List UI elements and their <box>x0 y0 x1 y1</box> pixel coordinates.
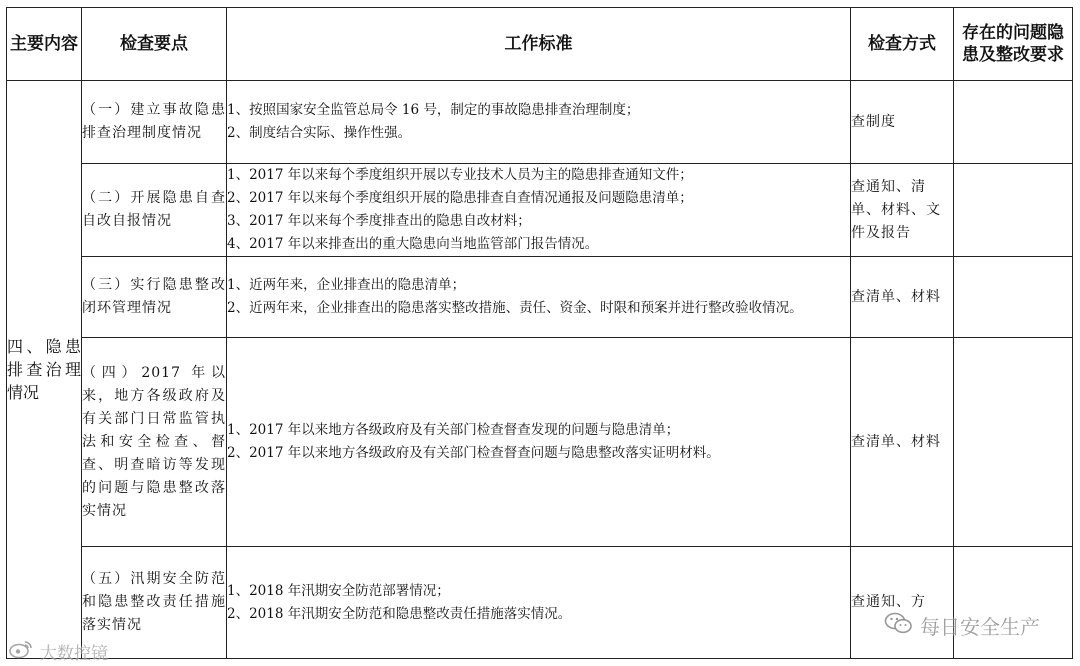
standard-item: 2、2017 年以来每个季度组织开展的隐患排查自查情况通报及问题隐患清单； <box>227 190 693 206</box>
section-title: 四、隐患排查治理情况 <box>7 81 82 659</box>
work-standard-2 <box>227 164 851 257</box>
watermark-left-text: 大数控镜 <box>40 644 108 664</box>
check-method-1: 查制度 <box>851 81 954 164</box>
header-issues: 存在的问题隐患及整改要求 <box>954 8 1073 81</box>
standard-item: 1、2017 年以来每个季度组织开展以专业技术人员为主的隐患排查通知文件； <box>227 167 693 183</box>
table-row <box>7 164 1073 257</box>
work-standard-1 <box>227 81 851 164</box>
issues-cell-4 <box>954 338 1073 547</box>
standard-item: 1、2018 年汛期安全防范部署情况； <box>227 582 450 599</box>
inspection-table <box>6 7 1073 659</box>
issues-cell-2 <box>954 164 1073 257</box>
check-method-3: 查清单、材料 <box>851 257 954 338</box>
watermark-right-text: 每日安全生产 <box>920 615 1040 639</box>
header-main-content: 主要内容 <box>7 8 82 81</box>
check-point-4: （四）2017 年以来，地方各级政府及有关部门日常监管执法和安全检查、督查、明查暗访等发现的问题与隐患整改落实情况 <box>82 338 227 547</box>
check-point-3: （三）实行隐患整改闭环管理情况 <box>82 257 227 338</box>
issues-cell-3 <box>954 257 1073 338</box>
check-method-2: 查通知、清单、材料、文件及报告 <box>851 164 954 257</box>
check-method-5: 查通知、方 <box>851 547 954 659</box>
check-point-5: （五）汛期安全防范和隐患整改责任措施落实情况 <box>82 547 227 659</box>
standard-item: 3、2017 年以来每个季度排查出的隐患自改材料； <box>227 213 531 229</box>
standard-item: 2、2017 年以来地方各级政府及有关部门检查督查问题与隐患整改落实证明材料。 <box>227 445 720 461</box>
standard-item: 2、制度结合实际、操作性强。 <box>227 125 412 141</box>
table-row <box>7 257 1073 338</box>
check-point-2: （二）开展隐患自查自改自报情况 <box>82 164 227 257</box>
standard-item: 2、近两年来，企业排查出的隐患落实整改措施、责任、资金、时限和预案并进行整改验收情况。 <box>227 300 803 316</box>
check-point-1: （一）建立事故隐患排查治理制度情况 <box>82 81 227 164</box>
header-row <box>7 8 1073 81</box>
header-check-points: 检查要点 <box>82 8 227 81</box>
table-row <box>7 81 1073 164</box>
header-work-standard: 工作标准 <box>227 8 851 81</box>
table-row <box>7 338 1073 547</box>
standard-item: 1、按照国家安全监管总局令 16 号，制定的事故隐患排查治理制度； <box>227 102 640 118</box>
work-standard-4 <box>227 338 851 547</box>
standard-item: 2、2018 年汛期安全防范和隐患整改责任措施落实情况。 <box>227 605 572 622</box>
table-row <box>7 547 1073 659</box>
work-standard-3 <box>227 257 851 338</box>
issues-cell-1 <box>954 81 1073 164</box>
issues-cell-5 <box>954 547 1073 659</box>
standard-item: 1、近两年来，企业排查出的隐患清单； <box>227 277 466 293</box>
work-standard-5 <box>227 547 851 659</box>
standard-item: 4、2017 年以来排查出的重大隐患向当地监管部门报告情况。 <box>227 236 599 252</box>
check-method-4: 查清单、材料 <box>851 338 954 547</box>
standard-item: 1、2017 年以来地方各级政府及有关部门检查督查发现的问题与隐患清单； <box>227 422 680 438</box>
header-check-method: 检查方式 <box>851 8 954 81</box>
